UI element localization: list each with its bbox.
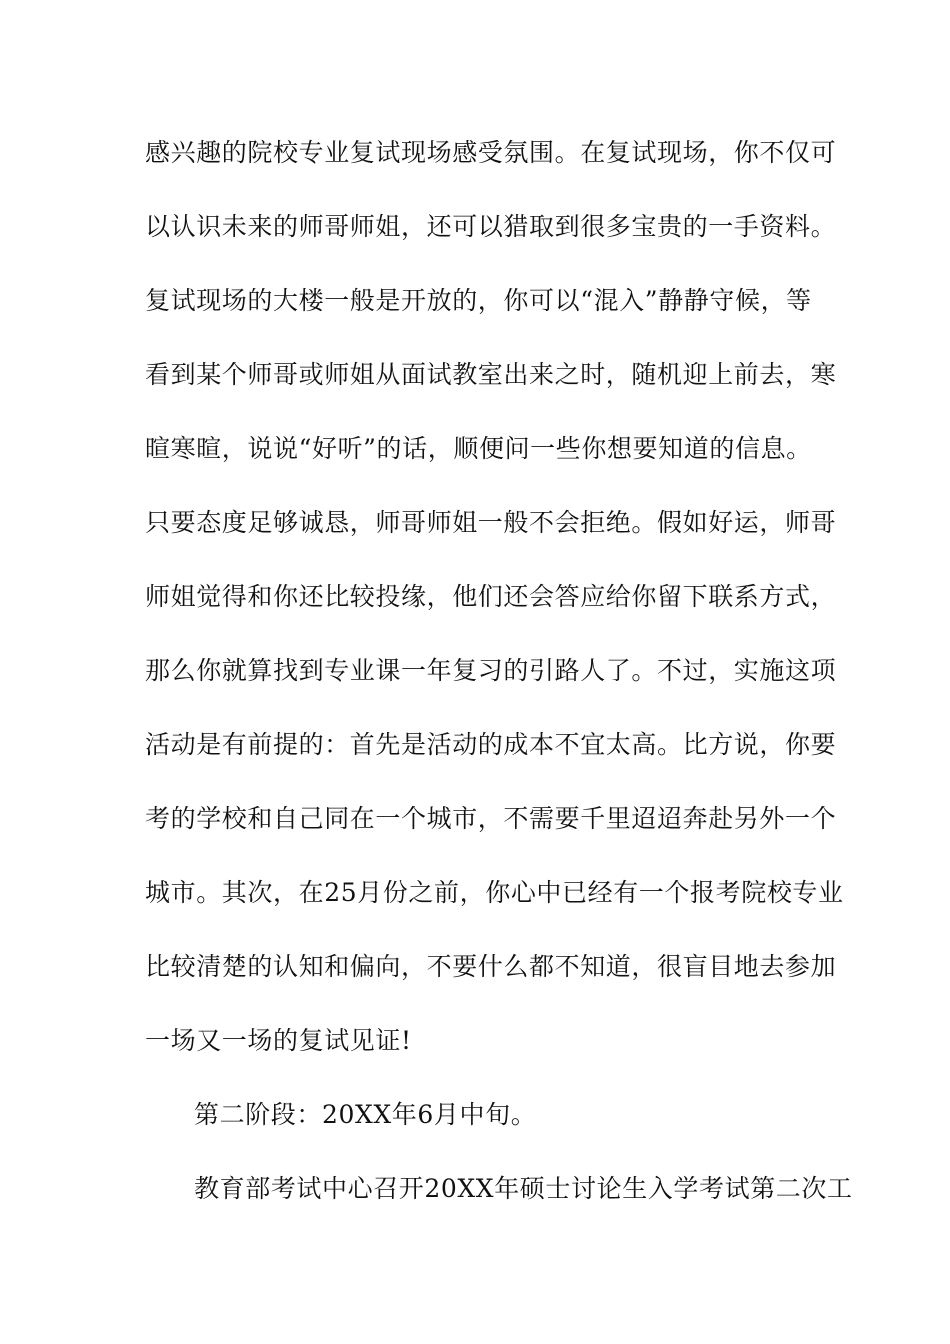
- body-text-line: 一场又一场的复试见证!: [145, 1026, 412, 1055]
- body-text-line: 感兴趣的院校专业复试现场感受氛围。在复试现场，你不仅可: [145, 138, 837, 167]
- body-text-line: 活动是有前提的：首先是活动的成本不宜太高。比方说，你要: [145, 730, 837, 759]
- body-text-line: 只要态度足够诚恳，师哥师姐一般不会拒绝。假如好运，师哥: [145, 508, 837, 537]
- body-text-line: 师姐觉得和你还比较投缘，他们还会答应给你留下联系方式，: [145, 582, 837, 611]
- body-text-line: 考的学校和自己同在一个城市，不需要千里迢迢奔赴另外一个: [145, 804, 837, 833]
- body-text-line: 那么你就算找到专业课一年复习的引路人了。不过，实施这项: [145, 656, 837, 685]
- section-heading-line: 第二阶段：20XX年6月中旬。: [194, 1100, 537, 1129]
- body-text-line: 暄寒暄，说说“好听”的话，顺便问一些你想要知道的信息。: [145, 434, 812, 463]
- body-text-line: 比较清楚的认知和偏向，不要什么都不知道，很盲目地去参加: [145, 952, 837, 981]
- body-text-line: 看到某个师哥或师姐从面试教室出来之时，随机迎上前去，寒: [145, 360, 837, 389]
- body-text-line: 城市。其次，在25月份之前，你心中已经有一个报考院校专业: [145, 878, 844, 907]
- body-text-line: 复试现场的大楼一般是开放的，你可以“混入”静静守候，等: [145, 286, 812, 315]
- body-text-line: 教育部考试中心召开20XX年硕士讨论生入学考试第二次工: [194, 1174, 853, 1203]
- body-text-line: 以认识未来的师哥师姐，还可以猎取到很多宝贵的一手资料。: [145, 212, 837, 241]
